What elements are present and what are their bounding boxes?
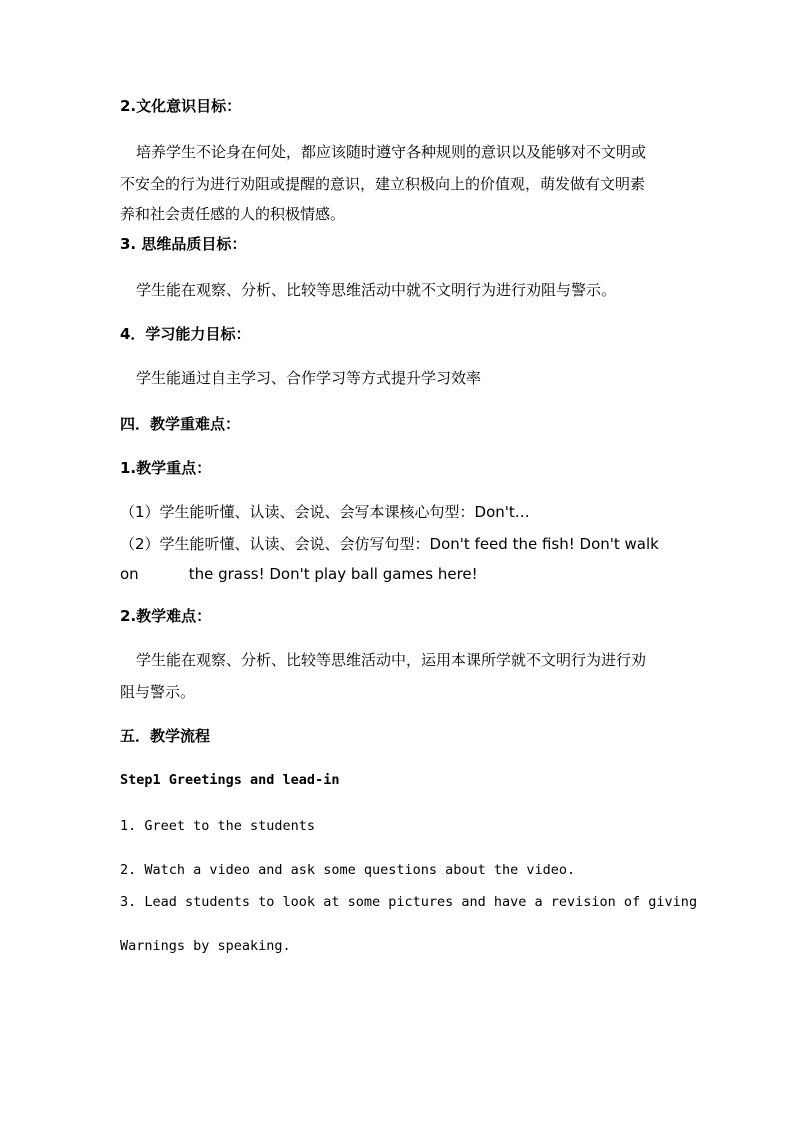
step1-item-3: 3. Lead students to look at some pictures and have a revision of giving xyxy=(120,894,698,910)
difficult-point-text-line-2: 阻与警示。 xyxy=(120,683,196,701)
step1-heading: Step1 Greetings and lead-in xyxy=(120,772,340,788)
step1-item-2: 2. Watch a video and ask some questions about the video. xyxy=(120,862,576,878)
difficult-point-text-line-1: 学生能在观察、分析、比较等思维活动中，运用本课所学就不文明行为进行劝 xyxy=(136,651,647,669)
step1-item-3-continued: Warnings by speaking. xyxy=(120,938,291,954)
key-point-item-1: （1）学生能听懂、认读、会说、会写本课核心句型：Don't… xyxy=(120,503,530,521)
learning-goal-text: 学生能通过自主学习、合作学习等方式提升学习效率 xyxy=(136,369,482,387)
key-points-heading: 1.教学重点： xyxy=(120,459,212,477)
thinking-goal-heading: 3. 思维品质目标： xyxy=(120,235,247,253)
culture-goal-text-line-1: 培养学生不论身在何处，都应该随时遵守各种规则的意识以及能够对不文明或 xyxy=(136,143,647,161)
culture-goal-text-line-2: 不安全的行为进行劝阻或提醒的意识，建立积极向上的价值观，萌发做有文明素 xyxy=(120,175,646,193)
step1-item-1: 1. Greet to the students xyxy=(120,818,316,834)
culture-goal-text-line-3: 养和社会责任感的人的积极情感。 xyxy=(120,205,346,223)
learning-goal-heading: 4．学习能力目标： xyxy=(120,325,251,343)
key-point-item-2: （2）学生能听懂、认读、会说、会仿写句型：Don't feed the fish! Don't walk xyxy=(120,535,659,553)
teaching-process-heading: 五．教学流程 xyxy=(120,727,211,745)
culture-goal-heading: 2.文化意识目标： xyxy=(120,97,242,115)
key-difficult-points-heading: 四．教学重难点： xyxy=(120,415,241,433)
key-point-item-2-continued xyxy=(120,564,680,584)
key-point-item-2-cont-b: the grass! Don't play ball games here! xyxy=(188,565,478,583)
thinking-goal-text: 学生能在观察、分析、比较等思维活动中就不文明行为进行劝阻与警示。 xyxy=(136,281,617,299)
key-point-item-2-cont-a: on xyxy=(120,565,139,583)
difficult-points-heading: 2.教学难点： xyxy=(120,607,212,625)
